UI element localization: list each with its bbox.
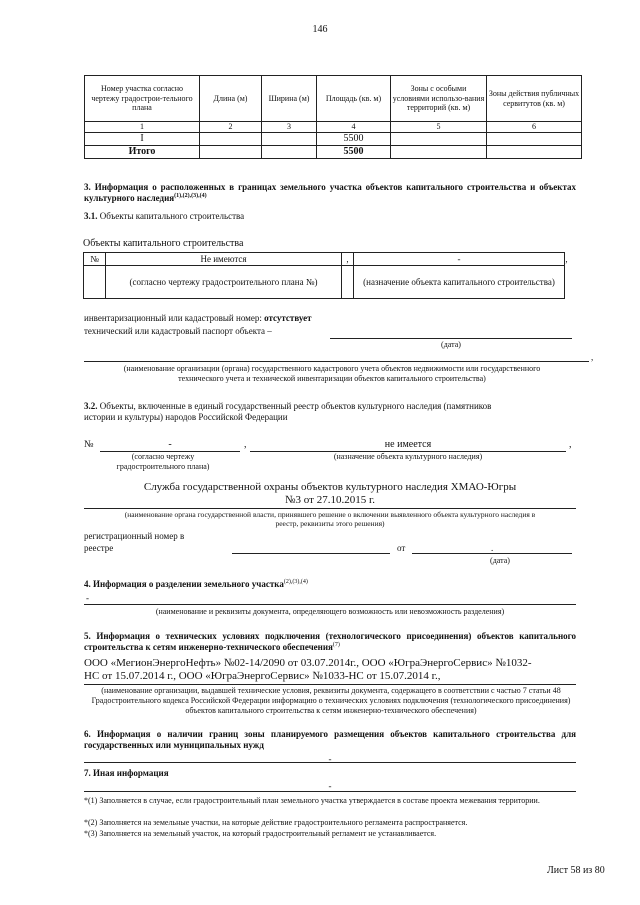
sheet-label: Лист 58 из 80 [547, 865, 605, 876]
section-3-heading [84, 182, 576, 204]
object-name-value: Не имеются [106, 253, 342, 266]
table-cell [262, 146, 317, 159]
heritage-no-value: - [168, 439, 172, 450]
heritage-no-label: № [84, 439, 94, 450]
footnote-ref: (2),(3),(4) [283, 579, 308, 585]
table-cell: 2 [200, 122, 262, 133]
subsection-number: 3.1. [84, 211, 98, 221]
table-header-cell: Ширина (м) [262, 76, 317, 122]
date-caption: (дата) [441, 340, 461, 349]
table-column-numbers-row [85, 122, 582, 133]
authority-caption: (наименование органа государственной власти, принявшего решение о включении выявленного объекта культурного наследия в реестр, реквизиты этого решения) [124, 510, 536, 528]
table-cell [391, 133, 487, 146]
subsection-number: 3.2. [84, 401, 98, 411]
section-5-value-line-2: НС от 15.07.2014 г., ООО «ЮграЭнергоСервис» №1033-НС от 15.07.2014 г., [84, 670, 441, 682]
section-6-line [84, 762, 576, 763]
reg-number-label-1: регистрационный номер в [84, 531, 185, 541]
table-cell: 5500 [317, 133, 391, 146]
empty-cell [565, 266, 569, 299]
table-cell [487, 133, 582, 146]
table-header-row [85, 76, 582, 122]
section-5-caption: (наименование организации, выдавшей технические условия, реквизиты документа, содержащего в соответствии с частью 7 статьи 48 Градостроительного кодекса Российской Федерации информацию о технических условиях подключения (технологического присоединения) объектов капитального строительства к сетям инженерно-технического обеспечения) [91, 686, 571, 715]
section-4-caption: (наименование и реквизиты документа, определяющего возможность или невозможность разделения) [155, 607, 505, 616]
section-4-heading [84, 579, 308, 590]
subsection-title: Объекты, включенные в единый государственный реестр объектов культурного наследия (памятников истории и культуры) народов Российской Федерации [84, 401, 492, 422]
reg-date-dot: . [491, 543, 494, 553]
comma: , [565, 253, 568, 264]
table-cell: Итого [85, 146, 200, 159]
section-4-line [84, 604, 576, 605]
footnote-ref: (1),(2),(3),(4) [174, 193, 207, 199]
section-5-heading-text: 5. Информация о технических условиях подключения (технологического присоединения) объектов капитального строительства к сетям инженерно-технического обеспечения [84, 631, 576, 652]
authority-decision: №3 от 27.10.2015 г. [285, 494, 375, 506]
subsection-3-2 [84, 401, 524, 423]
authority-name: Служба государственной охраны объектов культурного наследия ХМАО-Югры [143, 481, 517, 493]
authority-line [84, 508, 576, 509]
table-row [85, 133, 582, 146]
subsection-3-1 [84, 211, 244, 222]
heritage-no-caption: (согласно чертежу градостроительного плана) [116, 452, 210, 471]
footnote-3: *(3) Заполняется на земельный участок, на который градостроительный регламент не устанавливается. [84, 829, 437, 838]
table-cell: I [85, 133, 200, 146]
heritage-purpose-value: не имеется [384, 439, 432, 450]
empty-cell [342, 266, 354, 299]
page-number: 146 [312, 24, 328, 35]
org-caption: (наименование организации (органа) государственного кадастрового учета объектов недвижимости или государственного технического учета и технической инвентаризации объектов капитального строительства) [123, 364, 541, 383]
table-header-cell: Зоны действия публичных сервитутов (кв. м) [487, 76, 582, 122]
org-line [84, 361, 589, 362]
table-cell [200, 146, 262, 159]
table-cell: 5500 [317, 146, 391, 159]
trailing-comma: , [591, 352, 594, 362]
table-total-row [85, 146, 582, 159]
object-purpose-value: - [354, 253, 565, 266]
section-4-value: - [86, 593, 89, 603]
section-4-heading-text: 4. Информация о разделении земельного участка [84, 579, 284, 589]
table-cell [200, 133, 262, 146]
subsection-title: Объекты капитального строительства [99, 211, 245, 221]
table-cell: 5 [391, 122, 487, 133]
comma: , [244, 439, 247, 450]
reg-number-line [232, 553, 390, 554]
footnote-1: *(1) Заполняется в случае, если градостроительный план земельного участка утверждается в составе проекта межевания территории. [84, 796, 540, 805]
table-cell [262, 133, 317, 146]
table-header-cell: Номер участка согласно чертежу градострои-тельного плана [85, 76, 200, 122]
footnote-ref: (7) [332, 642, 340, 648]
inventory-number [84, 313, 312, 324]
comma: , [569, 439, 572, 450]
section-7-heading: 7. Иная информация [84, 768, 169, 778]
section-5-heading [84, 631, 576, 653]
capital-objects-table [83, 252, 569, 299]
plot-parameters-table [84, 75, 582, 159]
section-6-heading: 6. Информация о наличии границ зоны планируемого размещения объектов капитального строительства для государственных или муниципальных нужд [84, 729, 576, 750]
table-cell: 1 [85, 122, 200, 133]
table-header-cell: Зоны с особыми условиями использо-вания территорий (кв. м) [391, 76, 487, 122]
footnote-2: *(2) Заполняется на земельные участки, на которые действие градостроительного регламента распространяется. [84, 818, 468, 827]
reg-number-label-2: реестре [84, 543, 114, 553]
table-cell [391, 146, 487, 159]
section-5-value-line-1: ООО «МегионЭнергоНефть» №02-14/2090 от 03.07.2014г., ООО «ЮграЭнергоСервис» №1032- [84, 657, 532, 669]
heritage-purpose-caption: (назначение объекта культурного наследия) [333, 452, 483, 461]
section-3-heading-text: 3. Информация о расположенных в границах земельного участка объектов капитального строительства и объектах культурного наследия [84, 182, 576, 203]
oks-title: Объекты капитального строительства [83, 238, 244, 249]
reg-ot: от [397, 543, 406, 553]
section-5-line [84, 684, 576, 685]
empty-cell [84, 266, 106, 299]
section-7-line [84, 791, 576, 792]
inventory-value: отсутствует [264, 313, 312, 323]
no-label: № [84, 253, 106, 266]
inventory-label: инвентаризационный или кадастровый номер: [84, 313, 262, 323]
table-header-cell: Длина (м) [200, 76, 262, 122]
comma: , [342, 253, 354, 266]
object-purpose-caption: (назначение объекта капитального строительства) [354, 266, 565, 299]
table-cell: 6 [487, 122, 582, 133]
table-cell: 4 [317, 122, 391, 133]
table-cell [487, 146, 582, 159]
section-6-value: - [328, 754, 332, 764]
table-cell: 3 [262, 122, 317, 133]
reg-date-caption: (дата) [490, 556, 510, 565]
section-7-value: - [328, 781, 332, 791]
date-line [330, 338, 572, 339]
table-header-cell: Площадь (кв. м) [317, 76, 391, 122]
passport-label: технический или кадастровый паспорт объекта – [84, 326, 272, 336]
object-name-caption: (согласно чертежу градостроительного плана №) [106, 266, 342, 299]
